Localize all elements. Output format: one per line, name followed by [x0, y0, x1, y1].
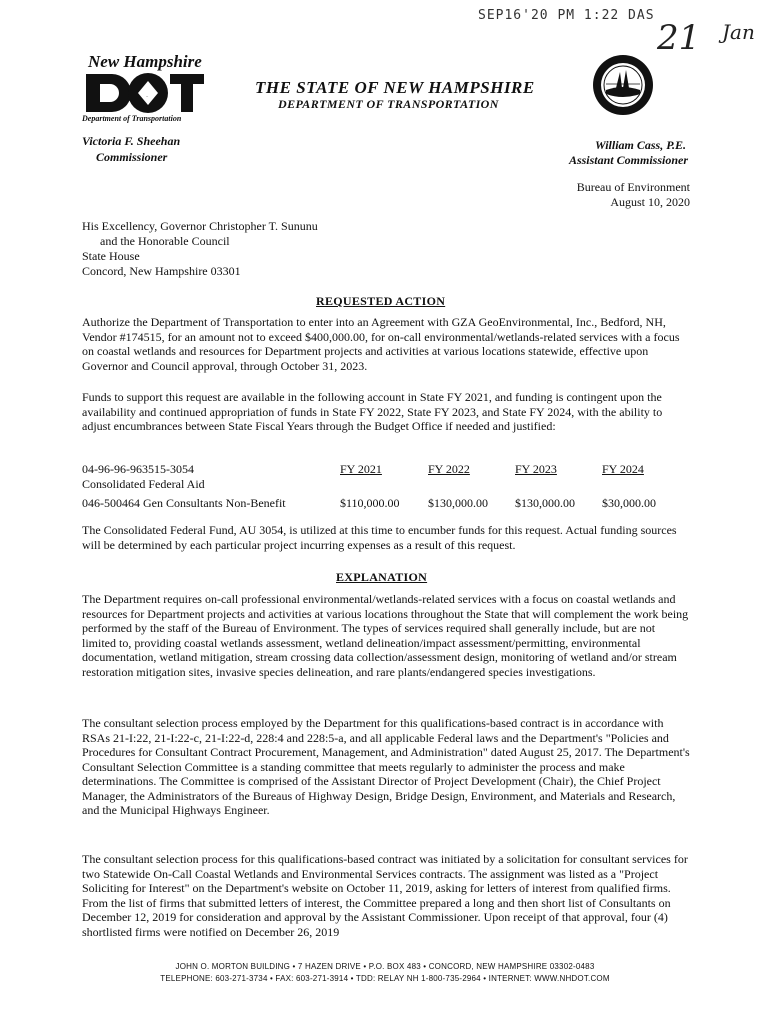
line-item: 046-500464 Gen Consultants Non-Benefit: [82, 496, 286, 510]
requested-action-heading: REQUESTED ACTION: [316, 294, 446, 308]
explanation-paragraph-3: The consultant selection process for this qualifications-based contract was initiated by a solicitation for consultant services for two Statewide On-Call Coastal Wetlands and Environmental Services contracts. The assignment was listed as a "Project Soliciting for Interest" on the Department's website on October 11, 2019, asking for letters of interest from qualified firms. From the list of firms that submitted letters of interest, the Committee prepared a long and then short list of Consultants on December 12, 2019 for consideration and approval by the Assistant Commissioner. Upon receipt of that approval, four (4) shortlisted firms were notified on December 26, 2019: [82, 852, 688, 939]
fy-header: FY 2022: [428, 462, 470, 476]
fy-header: FY 2023: [515, 462, 557, 476]
state-title: THE STATE OF NEW HAMPSHIRE: [255, 78, 535, 97]
department-title: DEPARTMENT OF TRANSPORTATION: [278, 97, 499, 111]
bureau-name: Bureau of Environment: [576, 180, 690, 194]
requested-action-paragraph-3: The Consolidated Federal Fund, AU 3054, is utilized at this time to encumber funds for this request. Actual funding sources will be determined by each particular project incurring expenses as a result of this request.: [82, 523, 677, 552]
explanation-heading: EXPLANATION: [336, 570, 428, 584]
footer-address: JOHN O. MORTON BUILDING • 7 HAZEN DRIVE • P.O. BOX 483 • CONCORD, NEW HAMPSHIRE 03302-0483: [175, 962, 595, 971]
assistant-commissioner-title: Assistant Commissioner: [568, 153, 688, 167]
state-seal: [592, 54, 654, 116]
explanation-paragraph-2: The consultant selection process employed by the Department for this qualifications-based contract is in accordance with RSAs 21-I:22, 21-I:22-c, 21-I:22-d, 228:4 and 228:5-a, and all applicable Federal laws and the Department's "Policies and Procedures for Consultant Contract Procurement, Management, and Administration" dated August 25, 2017. The Department's Consultant Selection Committee is a standing committee that meets regularly to administer the process and make determinations. The Committee is comprised of the Assistant Director of Project Development (Chair), the Chief Project Manager, the Administrators of the Bureaus of Highway Design, Bridge Design, Environment, and Materials and Research, and the Municipal Highways Engineer.: [82, 716, 690, 817]
fy-header: FY 2024: [602, 462, 644, 476]
fund-name: Consolidated Federal Aid: [82, 477, 205, 491]
addressee-line-1: His Excellency, Governor Christopher T. Sununu: [82, 219, 318, 233]
fy-amount: $130,000.00: [515, 496, 575, 510]
handwritten-number: 21: [657, 18, 701, 58]
logo-subtitle: Department of Transportation: [82, 114, 182, 123]
handwritten-initials: Jan: [722, 20, 755, 44]
commissioner-name: Victoria F. Sheehan: [82, 134, 181, 148]
fy-amount: $30,000.00: [602, 496, 656, 510]
fy-header: FY 2021: [340, 462, 382, 476]
letter-date: August 10, 2020: [610, 195, 690, 209]
addressee-line-2: and the Honorable Council: [100, 234, 230, 248]
received-stamp: SEP16'20 PM 1:22 DAS: [478, 8, 655, 23]
nhdot-logo: [86, 70, 206, 116]
logo-script-text: New Hampshire: [88, 52, 202, 71]
requested-action-paragraph-2: Funds to support this request are available in the following account in State FY 2021, and funding is contingent upon the availability and continued appropriation of funds in State FY 2022, State FY 2023, and State FY 2024, with the ability to adjust encumbrances between State Fiscal Years through the Budget Office if needed and justified:: [82, 390, 663, 433]
addressee-line-4: Concord, New Hampshire 03301: [82, 264, 241, 278]
logo-text: DOT: [146, 97, 149, 98]
requested-action-paragraph-1: Authorize the Department of Transportation to enter into an Agreement with GZA GeoEnvironmental, Inc., Bedford, NH, Vendor #174515, for an amount not to exceed $400,000.00, for on-call environmental/wetlands-related services with a focus on coastal wetlands and resources for Department projects and activities at various locations statewide, effective upon Governor and Council approval, through October 31, 2023.: [82, 315, 680, 373]
explanation-paragraph-1: The Department requires on-call professional environmental/wetlands-related services with a focus on coastal wetlands and resources for Department projects and activities at various locations throughout the State that will complement the work being performed by the staff of the Bureau of Environment. The types of services required shall generally include, but are not limited to, providing coastal wetlands assessment, wetland delineation/impact assessment/permitting, environmental documentation, wetland mitigation, stream crossing data collection/assessment design, monitoring of wetland and/or stream restoration mitigation sites, invasive species delineation, and rare plants/endangered species investigations.: [82, 592, 689, 679]
footer-contact: TELEPHONE: 603-271-3734 • FAX: 603-271-3914 • TDD: RELAY NH 1-800-735-2964 • INTERNET: WWW.NHDOT.COM: [160, 974, 610, 983]
fy-amount: $130,000.00: [428, 496, 488, 510]
fy-amount: $110,000.00: [340, 496, 400, 510]
commissioner-title: Commissioner: [96, 150, 168, 164]
addressee-line-3: State House: [82, 249, 140, 263]
account-number: 04-96-96-963515-3054: [82, 462, 194, 476]
assistant-commissioner-name: William Cass, P.E.: [594, 138, 686, 152]
